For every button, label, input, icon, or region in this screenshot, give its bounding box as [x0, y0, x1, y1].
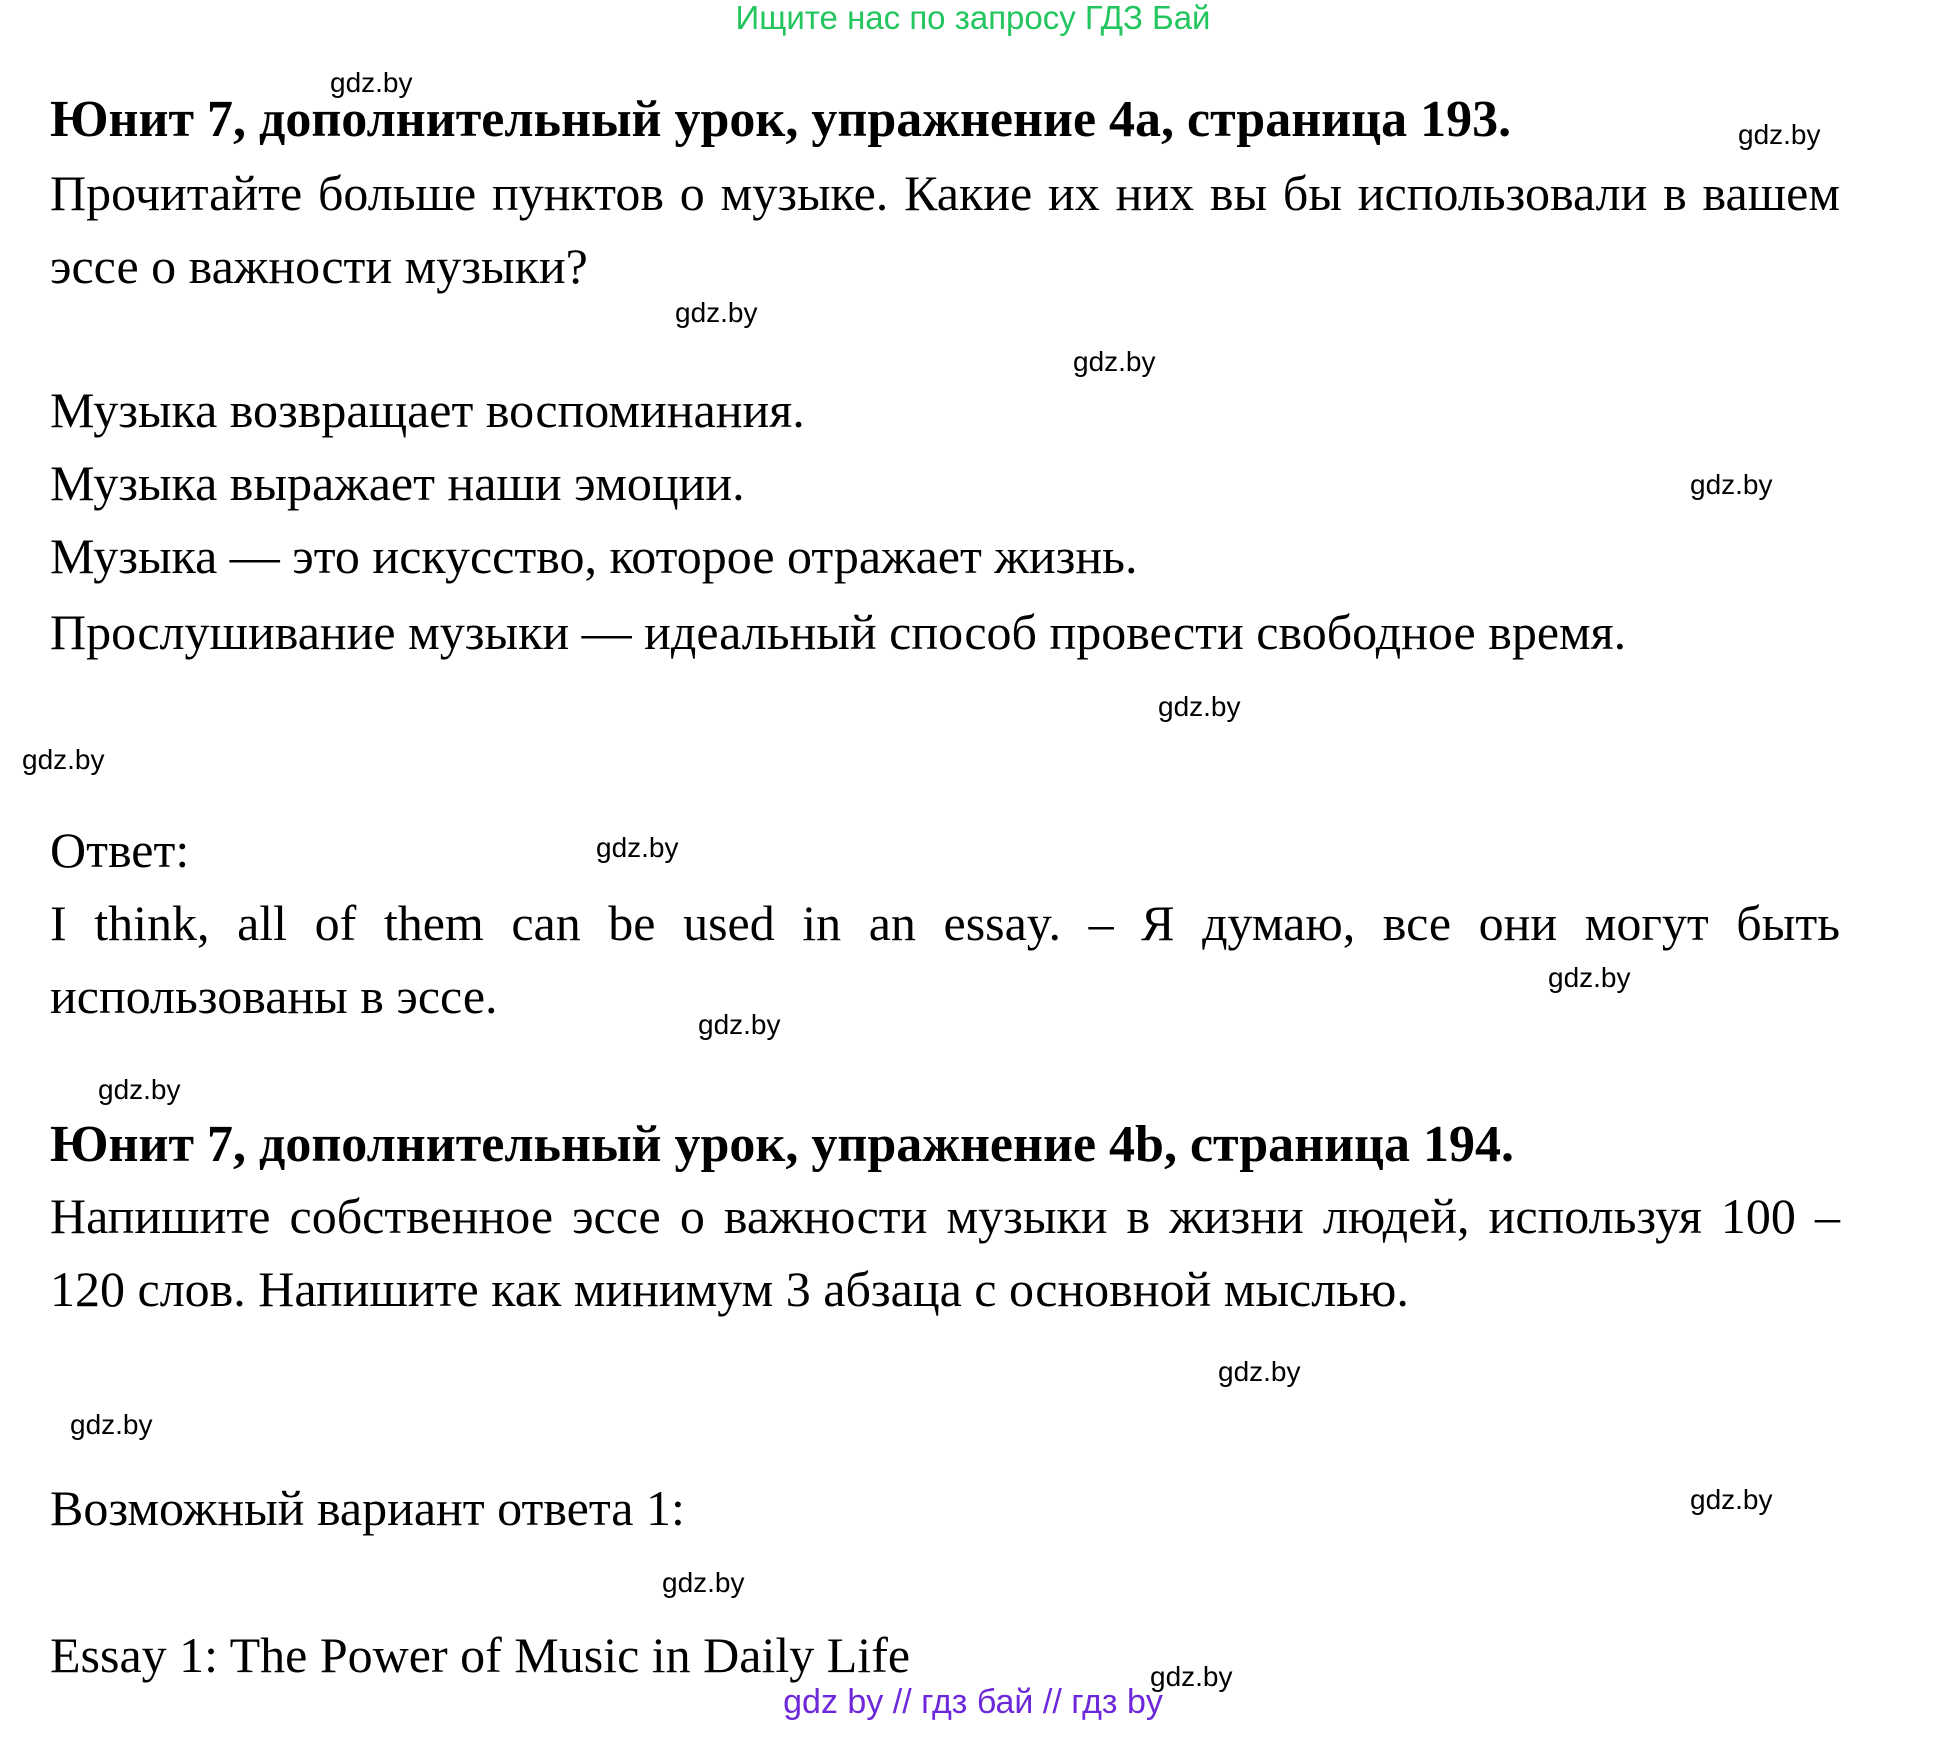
- watermark-text: gdz.by: [596, 832, 679, 863]
- item-3: Музыка — это искусство, которое отражает жизнь.: [50, 528, 1138, 584]
- watermark-text: gdz.by: [330, 67, 413, 98]
- watermark-text: gdz.by: [1218, 1356, 1301, 1387]
- watermark-text: gdz.by: [98, 1074, 181, 1105]
- watermark-text: gdz.by: [70, 1409, 153, 1440]
- watermark-text: gdz.by: [22, 744, 105, 775]
- item-4: Прослушивание музыки — идеальный способ провести свободное время.: [50, 604, 1627, 660]
- watermark-text: gdz.by: [1158, 691, 1241, 722]
- answer-label: Ответ:: [50, 822, 190, 878]
- exercise-4a-task: Прочитайте больше пунктов о музыке. Какие их них вы бы использовали в вашем эссе о важности музыки?: [50, 165, 1840, 294]
- exercise-4b-heading: Юнит 7, дополнительный урок, упражнение 4b, страница 194.: [50, 1116, 1514, 1173]
- watermark-text: gdz.by: [1690, 469, 1773, 500]
- watermark-text: gdz.by: [1738, 119, 1821, 150]
- variant-label: Возможный вариант ответа 1:: [50, 1480, 685, 1536]
- watermark-text: gdz.by: [675, 297, 758, 328]
- watermark-text: gdz.by: [1548, 962, 1631, 993]
- answer-text: I think, all of them can be used in an essay. – Я думаю, все они могут быть использованы в эссе.: [50, 895, 1840, 1024]
- watermark-text: gdz.by: [698, 1009, 781, 1040]
- essay-title: Essay 1: The Power of Music in Daily Life: [50, 1627, 911, 1683]
- watermark-text: gdz.by: [1150, 1661, 1233, 1692]
- watermark-text: gdz.by: [1073, 346, 1156, 377]
- search-banner: Ищите нас по запросу ГДЗ Бай: [735, 0, 1211, 36]
- exercise-4b-task: Напишите собственное эссе о важности музыки в жизни людей, используя 100 – 120 слов. Напишите как минимум 3 абзаца с основной мыслью.: [50, 1188, 1840, 1317]
- footer-links: gdz by // гдз бай // гдз by: [783, 1683, 1163, 1721]
- item-1: Музыка возвращает воспоминания.: [50, 382, 805, 438]
- item-2: Музыка выражает наши эмоции.: [50, 455, 745, 511]
- exercise-4a-heading: Юнит 7, дополнительный урок, упражнение 4a, страница 193.: [50, 91, 1512, 148]
- watermark-text: gdz.by: [662, 1567, 745, 1598]
- watermark-text: gdz.by: [1690, 1484, 1773, 1515]
